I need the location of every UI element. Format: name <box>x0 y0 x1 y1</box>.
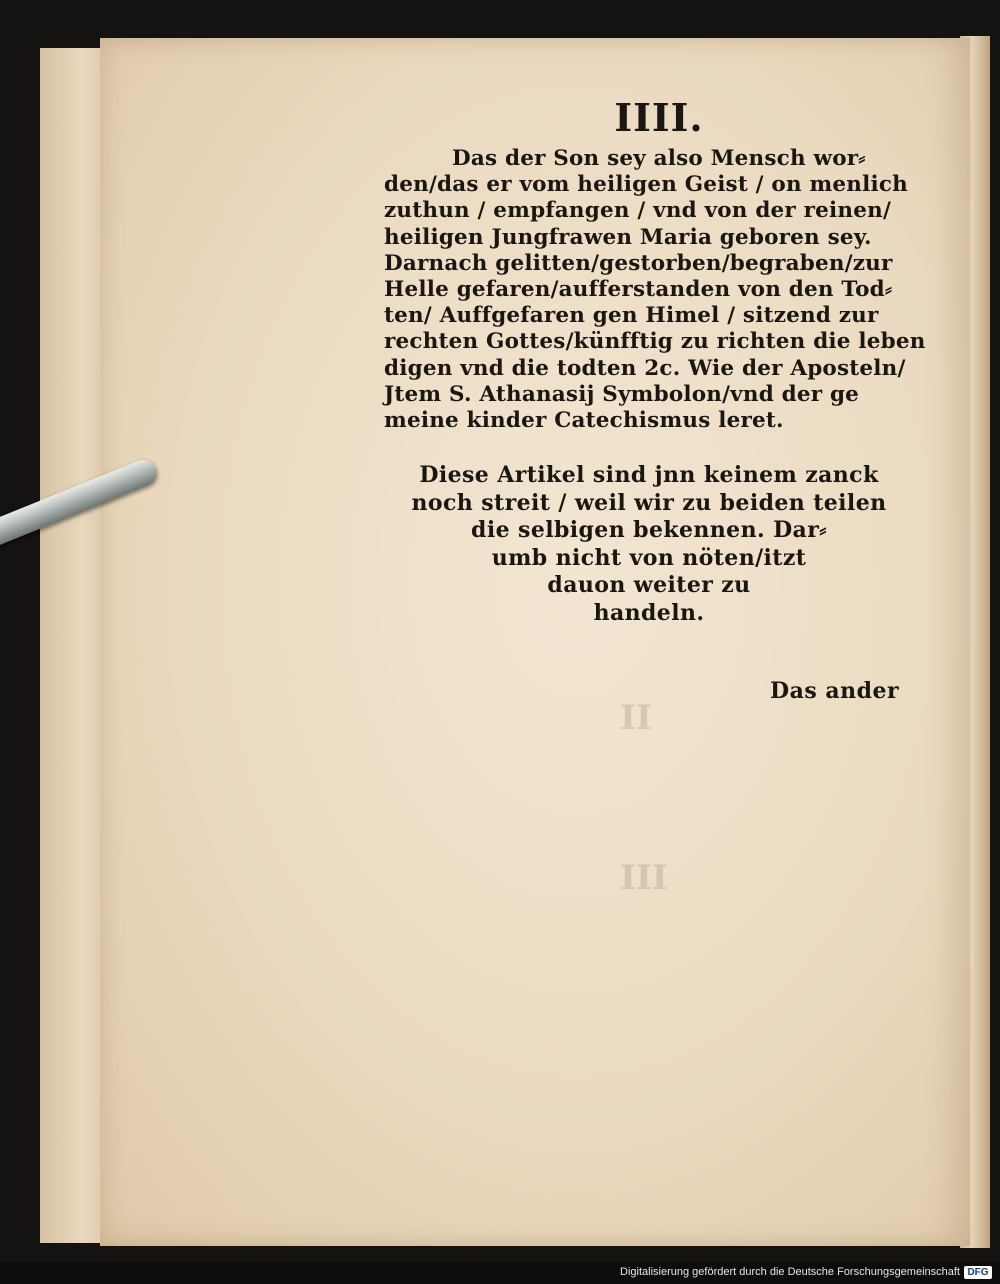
centered-line: umb nicht von nöten/itzt <box>491 544 807 571</box>
section-number: IIII. <box>614 95 704 140</box>
article-paragraph <box>384 146 926 434</box>
centered-line: noch streit / weil wir zu beiden teilen <box>411 489 887 516</box>
paragraph-line: rechten Gottes/künfftig zu richten die leben <box>384 329 926 355</box>
paragraph-line: Helle gefaren/aufferstanden von den Tod⸗ <box>384 277 893 303</box>
main-text-block <box>384 95 926 627</box>
paragraph-line: ten/ Auffgefaren gen Himel / sitzend zur <box>384 303 879 329</box>
centered-line: Diese Artikel sind jnn keinem zanck <box>419 462 879 489</box>
paragraph-line: den/das er vom heiligen Geist / on menlich <box>384 172 908 198</box>
bleed-through-mark: III <box>620 858 668 898</box>
centered-line: handeln. <box>593 599 705 626</box>
dfg-logo: DFG <box>964 1266 992 1279</box>
catchword: Das ander <box>770 678 900 704</box>
centered-line: dauon weiter zu <box>547 572 751 599</box>
paragraph-line: Darnach gelitten/gestorben/begraben/zur <box>384 250 893 276</box>
paragraph-line: zuthun / empfangen / vnd von der reinen/ <box>384 198 892 224</box>
paragraph-line: meine kinder Catechismus leret. <box>384 408 784 434</box>
paragraph-line: digen vnd die todten 2c. Wie der Aposteln/ <box>384 355 906 381</box>
bleed-through-mark: II <box>620 698 652 738</box>
paragraph-line: Jtem S. Athanasij Symbolon/vnd der ge <box>384 381 860 407</box>
centered-paragraph <box>384 462 914 627</box>
paragraph-line: heiligen Jungfrawen Maria geboren sey. <box>384 224 872 250</box>
paragraph-line: Das der Son sey also Mensch wor⸗ <box>452 146 866 171</box>
centered-line: die selbigen bekennen. Dar⸗ <box>471 517 827 544</box>
footer-credit: Digitalisierung gefördert durch die Deutsche Forschungsgemeinschaft <box>620 1266 960 1278</box>
